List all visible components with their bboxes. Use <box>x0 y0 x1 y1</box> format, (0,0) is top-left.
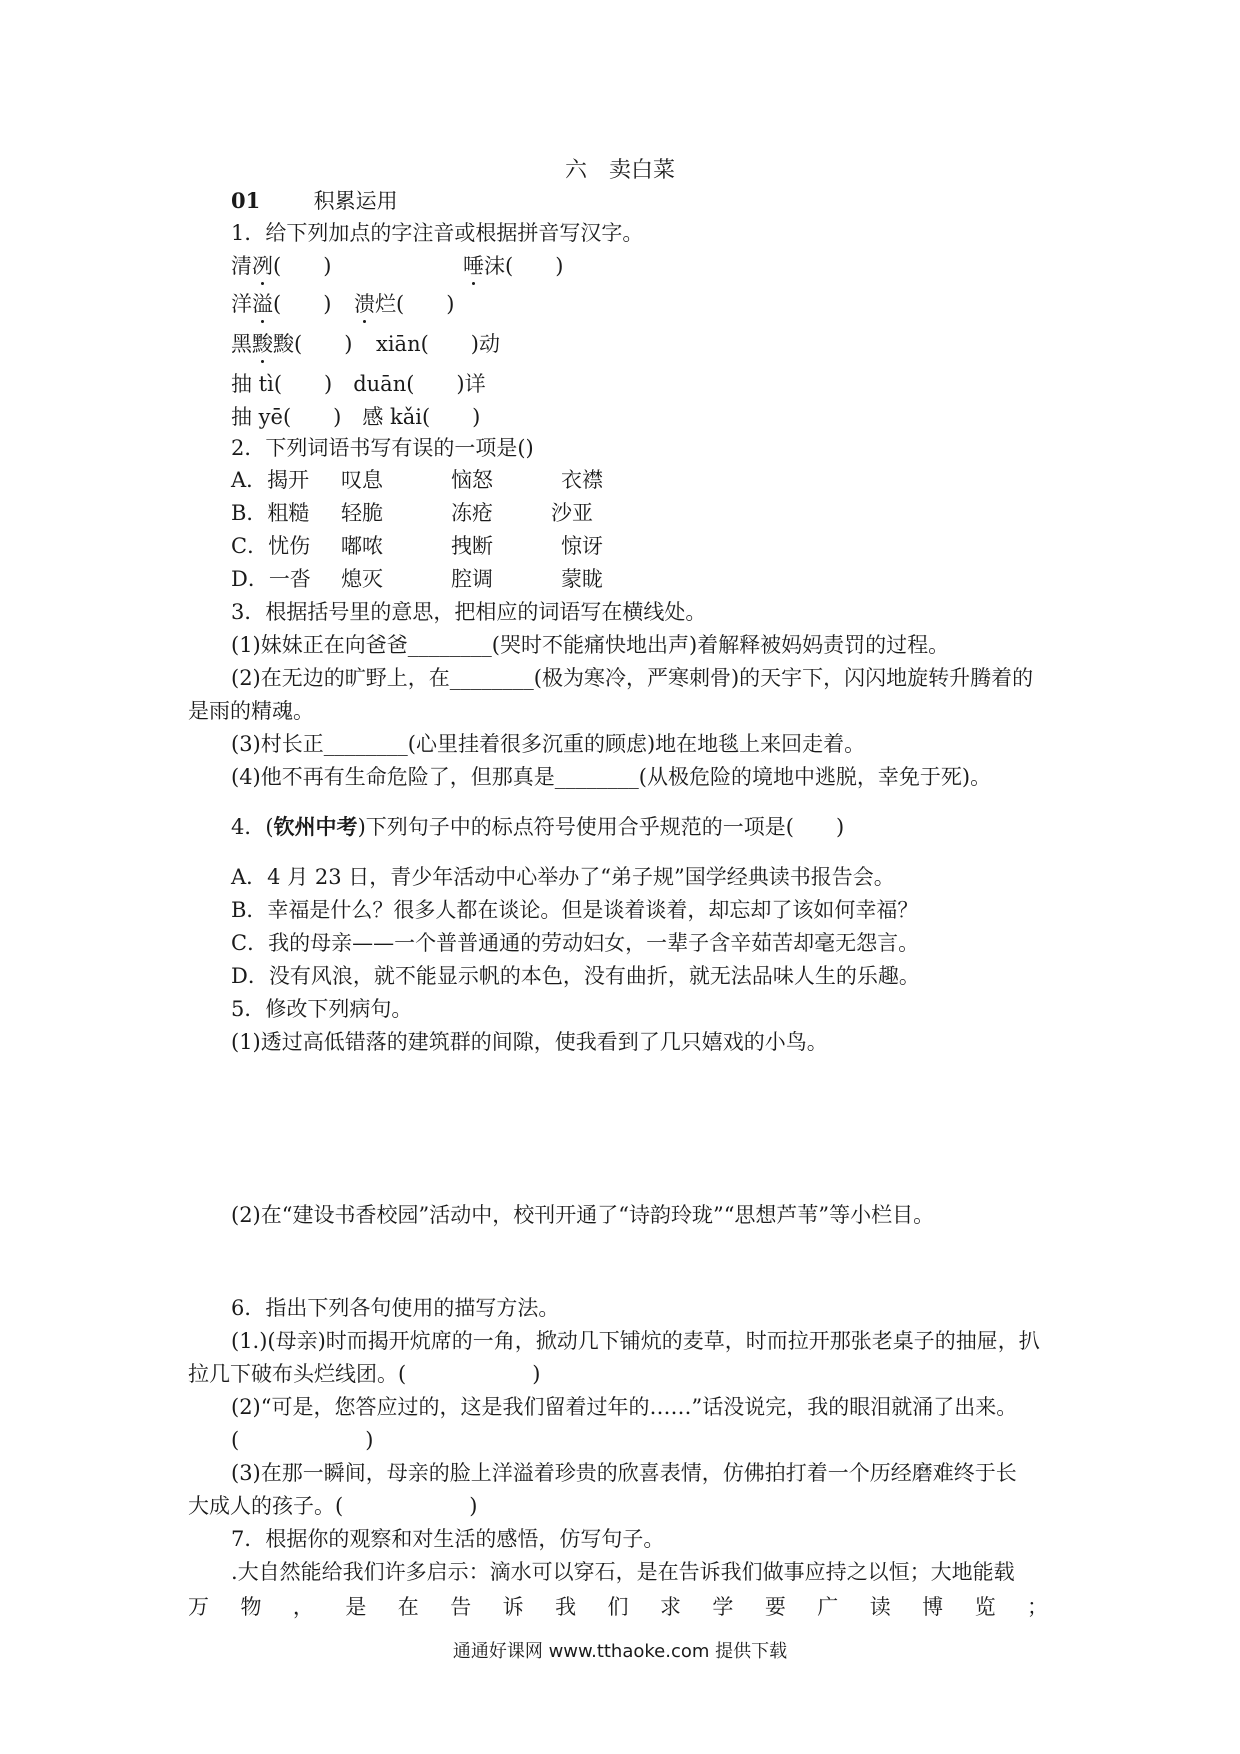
q3-s3: (3)村长正________(心里挂着很多沉重的顾虑)地在地毯上来回走着。 <box>231 732 866 756</box>
q7-prompt: 7．根据你的观察和对生活的感悟，仿写句子。 <box>231 1527 665 1551</box>
q1-row5: 抽 yē( ) 感 kǎi( ) <box>231 405 481 429</box>
q2-option-a: A．揭开 叹息 恼怒 衣襟 <box>231 468 603 492</box>
q7-s2: 万 物 ， 是 在 告 诉 我 们 求 学 要 广 读 博 览 ； <box>188 1595 1048 1619</box>
q6-s1b: 拉几下破布头烂线团。( ) <box>188 1362 541 1386</box>
q6-s2a: (2)“可是，您答应过的，这是我们留着过年的……”话没说完，我的眼泪就涌了出来。 <box>231 1395 1018 1419</box>
q2-option-d: D．一沓 熄灭 腔调 蒙眬 <box>231 567 603 591</box>
q5-prompt: 5．修改下列病句。 <box>231 997 413 1021</box>
q1-dot-char: 冽 <box>252 251 273 281</box>
q3-prompt: 3．根据括号里的意思，把相应的词语写在横线处。 <box>231 600 707 624</box>
q6-s2b: ( ) <box>231 1428 374 1452</box>
q2-option-b: B．粗糙 轻脆 冻疮 沙亚 <box>231 501 593 525</box>
q5-s2: (2)在“建设书香校园”活动中，校刊开通了“诗韵玲珑”“思想芦苇”等小栏目。 <box>231 1203 935 1227</box>
q4-source: 钦州中考 <box>273 814 358 839</box>
q1-row1a: 清冽( ) <box>231 251 331 281</box>
q6-s3a: (3)在那一瞬间，母亲的脸上洋溢着珍贵的欣喜表情，仿佛拍打着一个历经磨难终于长 <box>231 1461 1017 1485</box>
q1-row3b: xiān( )动 <box>376 332 500 356</box>
section-number: 01 <box>231 188 261 213</box>
q1-row4: 抽 tì( ) duān( )详 <box>231 372 486 396</box>
q1-dot-char: 溢 <box>252 289 273 319</box>
q1-row3a: 黑黢黢( ) <box>231 329 352 359</box>
q3-s1: (1)妹妹正在向爸爸________(哭时不能痛快地出声)着解释被妈妈责罚的过程。 <box>231 633 950 657</box>
q3-s2a: (2)在无边的旷野上，在________(极为寒冷，严寒刺骨)的天宇下，闪闪地旋转升腾着的 <box>231 666 1034 690</box>
q2-prompt: 2．下列词语书写有误的一项是() <box>231 436 534 460</box>
section-header <box>231 186 398 216</box>
q4-option-b: B．幸福是什么？很多人都在谈论。但是谈着谈着，却忘却了该如何幸福？ <box>231 898 919 922</box>
q1-dot-char: 黢 <box>252 329 273 359</box>
page-title: 六 卖白菜 <box>564 158 675 183</box>
page-footer: 通通好课网 www.tthaoke.com 提供下载 <box>452 1641 788 1662</box>
q4-option-c: C．我的母亲——一个普普通通的劳动妇女，一辈子含辛茹苦却毫无怨言。 <box>231 931 920 955</box>
q4-option-d: D．没有风浪，就不能显示帆的本色，没有曲折，就无法品味人生的乐趣。 <box>231 964 920 988</box>
q6-s3b: 大成人的孩子。( ) <box>188 1494 478 1518</box>
q1-prompt: 1．给下列加点的字注音或根据拼音写汉字。 <box>231 221 644 245</box>
q5-s1: (1)透过高低错落的建筑群的间隙，使我看到了几只嬉戏的小鸟。 <box>231 1030 828 1054</box>
q7-s1: .大自然能给我们许多启示：滴水可以穿石，是在告诉我们做事应持之以恒；大地能载 <box>231 1560 1015 1584</box>
q3-s2b: 是雨的精魂。 <box>188 699 314 723</box>
q4-option-a: A．4 月 23 日，青少年活动中心举办了“弟子规”国学经典读书报告会。 <box>231 865 895 889</box>
q1-row2b: 溃烂( ) <box>354 289 454 319</box>
q6-prompt: 6．指出下列各句使用的描写方法。 <box>231 1296 560 1320</box>
q4-prompt: 4．(钦州中考)下列句子中的标点符号使用合乎规范的一项是( ) <box>231 814 845 839</box>
q1-dot-char: 溃 <box>354 289 375 319</box>
q6-s1a: (1.)(母亲)时而揭开炕席的一角，掀动几下铺炕的麦草，时而拉开那张老桌子的抽屉，扒 <box>231 1329 1040 1353</box>
q2-option-c: C．忧伤 嘟哝 拽断 惊讶 <box>231 534 603 558</box>
q1-row1b: 唾沫( ) <box>463 251 563 281</box>
q1-row2a: 洋溢( ) <box>231 289 331 319</box>
q3-s4: (4)他不再有生命危险了，但那真是________(从极危险的境地中逃脱，幸免于死)。 <box>231 765 992 789</box>
q1-dot-char: 唾 <box>463 251 484 281</box>
section-name: 积累运用 <box>313 189 398 213</box>
